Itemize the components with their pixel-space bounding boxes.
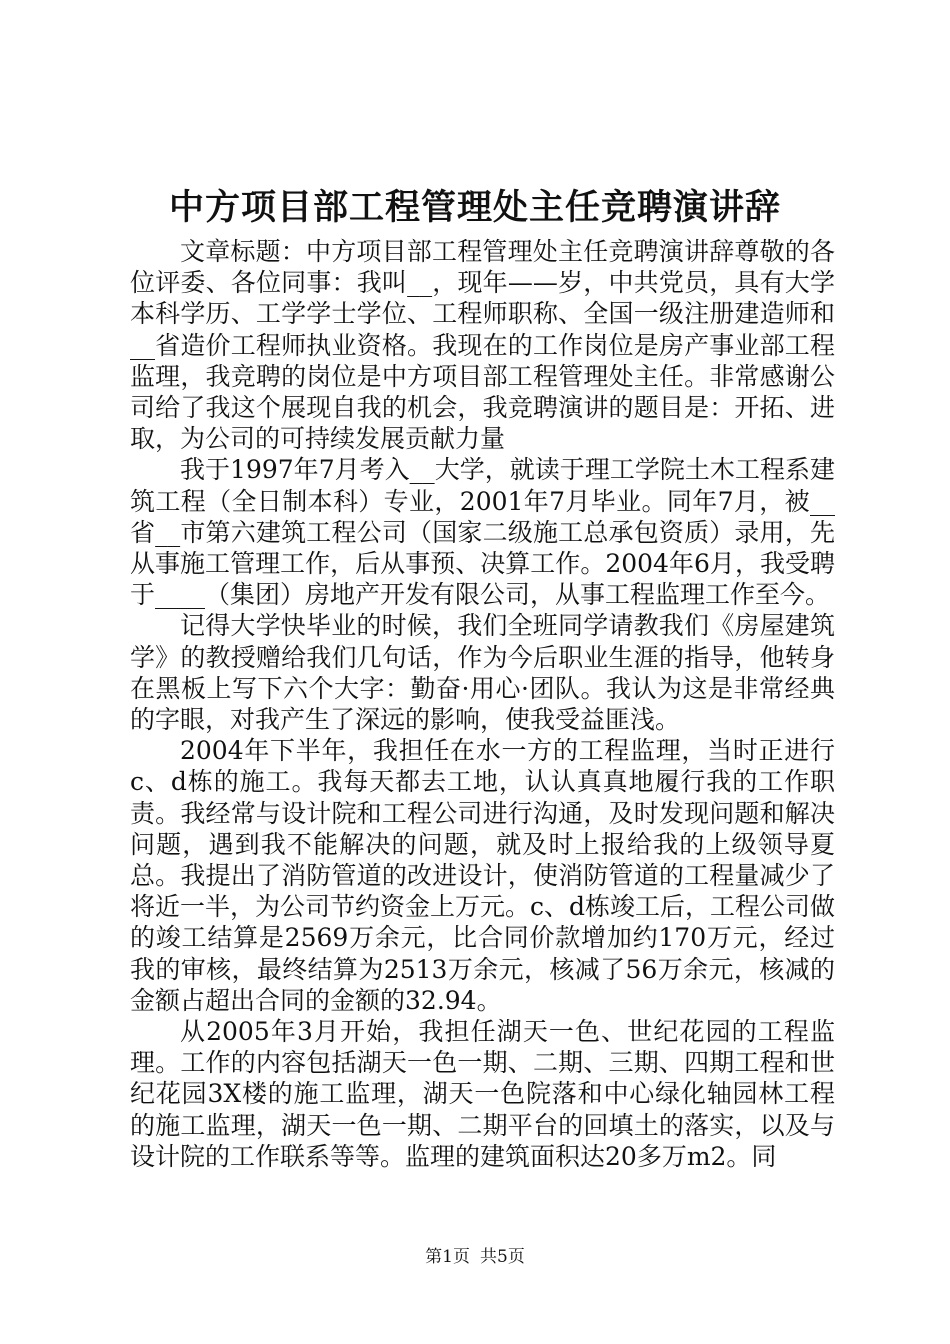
paragraph-education: 我于1997年7月考入__大学，就读于理工学院土木工程系建筑工程（全日制本科）专业，2001年7月毕业。同年7月，被__省__市第六建筑工程公司（国家二级施工总承包资质）录用，先从事施工管理工作，后从事预、决算工作。2004年6月，我受聘于____（集团）房地产开发有限公司，从事工程监理工作至今。 [130,455,835,610]
paragraph-2005-work: 从2005年3月开始，我担任湖天一色、世纪花园的工程监理。工作的内容包括湖天一色一期、二期、三期、四期工程和世纪花园3X楼的施工监理，湖天一色院落和中心绿化轴园林工程的施工监理，湖天一色一期、二期平台的回填土的落实，以及与设计院的工作联系等等。监理的建筑面积达20多万m2。同 [130,1017,835,1171]
page-footer [0,1245,950,1269]
paragraph-motto: 记得大学快毕业的时候，我们全班同学请教我们《房屋建筑学》的教授赠给我们几句话，作为今后职业生涯的指导，他转身在黑板上写下六个大字：勤奋·用心·团队。我认为这是非常经典的字眼，对我产生了深远的影响，使我受益匪浅。 [130,611,835,735]
page-number: 第1页 [425,1247,470,1267]
document-title: 中方项目部工程管理处主任竞聘演讲辞 [168,187,781,228]
document-body [130,236,835,1172]
page-total: 共5页 [480,1247,525,1267]
paragraph-intro: 文章标题：中方项目部工程管理处主任竞聘演讲辞尊敬的各位评委、各位同事：我叫__，现年——岁，中共党员，具有大学本科学历、工学学士学位、工程师职称、全国一级注册建造师和__省造价工程师执业资格。我现在的工作岗位是房产事业部工程监理，我竞聘的岗位是中方项目部工程管理处主任。非常感谢公司给了我这个展现自我的机会，我竞聘演讲的题目是：开拓、进取，为公司的可持续发展贡献力量 [130,237,835,454]
paragraph-2004-work: 2004年下半年，我担任在水一方的工程监理，当时正进行c、d栋的施工。我每天都去工地，认认真真地履行我的工作职责。我经常与设计院和工程公司进行沟通，及时发现问题和解决问题，遇到我不能解决的问题，就及时上报给我的上级领导夏总。我提出了消防管道的改进设计，使消防管道的工程量减少了将近一半，为公司节约资金上万元。c、d栋竣工后，工程公司做的竣工结算是2569万余元，比合同价款增加约170万元，经过我的审核，最终结算为2513万余元，核减了56万余元，核减的金额占超出合同的金额的32.94。 [130,736,836,1015]
